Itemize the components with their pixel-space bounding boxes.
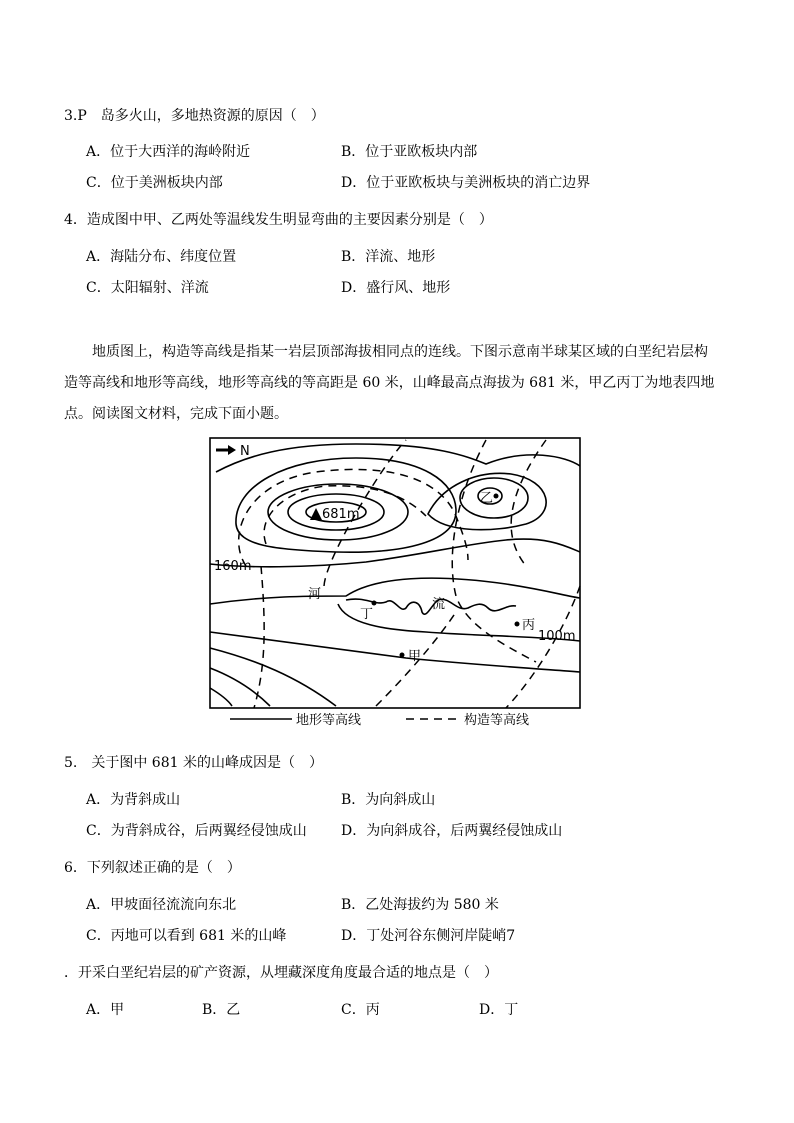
q7-option-d: D．丁 [479, 1002, 519, 1018]
passage-line-3: 点。阅读图文材料，完成下面小题。 [64, 406, 288, 422]
q5-option-d: D．为向斜成谷，后两翼经侵蚀成山 [341, 823, 563, 839]
contour-label-160: 160m [214, 559, 252, 574]
q6-option-d: D．丁处河谷东侧河岸陡峭7 [341, 928, 516, 944]
contour-label-100: 100m [538, 629, 576, 644]
yi-label: 乙 [480, 491, 494, 506]
q7-option-b: B．乙 [202, 1002, 241, 1018]
q7-option-a: A．甲 [86, 1002, 125, 1018]
ding-point [372, 601, 377, 606]
q4-option-d: D．盛行风、地形 [341, 280, 451, 296]
passage-line-2: 造等高线和地形等高线，地形等高线的等高距是 60 米，山峰最高点海拔为 681 米，甲乙丙丁为地表四地 [64, 375, 715, 391]
legend-terrain-label: 地形等高线 [296, 713, 362, 728]
ding-label: 丁 [360, 607, 374, 622]
q3-option-c: C．位于美洲板块内部 [86, 175, 223, 191]
q5-option-b: B．为向斜成山 [341, 792, 436, 808]
q4-stem: 4．造成图中甲、乙两处等温线发生明显弯曲的主要因素分别是（ ） [64, 212, 493, 228]
q5-option-a: A．为背斜成山 [86, 792, 181, 808]
river-char-he: 河 [308, 587, 322, 602]
q7-stem: ．开采白垩纪岩层的矿产资源，从埋藏深度角度最合适的地点是（ ） [64, 965, 498, 981]
q6-option-c: C．丙地可以看到 681 米的山峰 [86, 928, 287, 944]
passage-line-1: 地质图上，构造等高线是指某一岩层顶部海拔相同点的连线。下图示意南半球某区域的白垩纪岩层构 [92, 344, 708, 360]
river-char-liu: 流 [432, 597, 446, 612]
q3-option-a: A．位于大西洋的海岭附近 [86, 144, 251, 160]
q5-stem: 5. 关于图中 681 米的山峰成因是（ ） [64, 755, 323, 771]
north-label: N [240, 444, 250, 459]
legend-structure-label: 构造等高线 [464, 713, 530, 728]
jia-label: 甲 [408, 649, 422, 664]
jia-point [400, 653, 405, 658]
q4-option-c: C．太阳辐射、洋流 [86, 280, 209, 296]
contour-map [206, 436, 586, 730]
bing-point [515, 622, 520, 627]
q6-stem: 6．下列叙述正确的是（ ） [64, 860, 241, 876]
q5-option-c: C．为背斜成谷，后两翼经侵蚀成山 [86, 823, 307, 839]
peak-label: 681m [322, 507, 360, 522]
q6-option-a: A．甲坡面径流流向东北 [86, 897, 237, 913]
yi-point [494, 494, 499, 499]
q3-stem: 3.P 岛多火山，多地热资源的原因（ ） [64, 108, 325, 124]
q4-option-b: B．洋流、地形 [341, 249, 436, 265]
bing-label: 丙 [522, 618, 536, 633]
q7-option-c: C．丙 [341, 1002, 380, 1018]
q6-option-b: B．乙处海拔约为 580 米 [341, 897, 499, 913]
q3-option-b: B．位于亚欧板块内部 [341, 144, 478, 160]
q4-option-a: A．海陆分布、纬度位置 [86, 249, 237, 265]
q3-option-d: D．位于亚欧板块与美洲板块的消亡边界 [341, 175, 591, 191]
